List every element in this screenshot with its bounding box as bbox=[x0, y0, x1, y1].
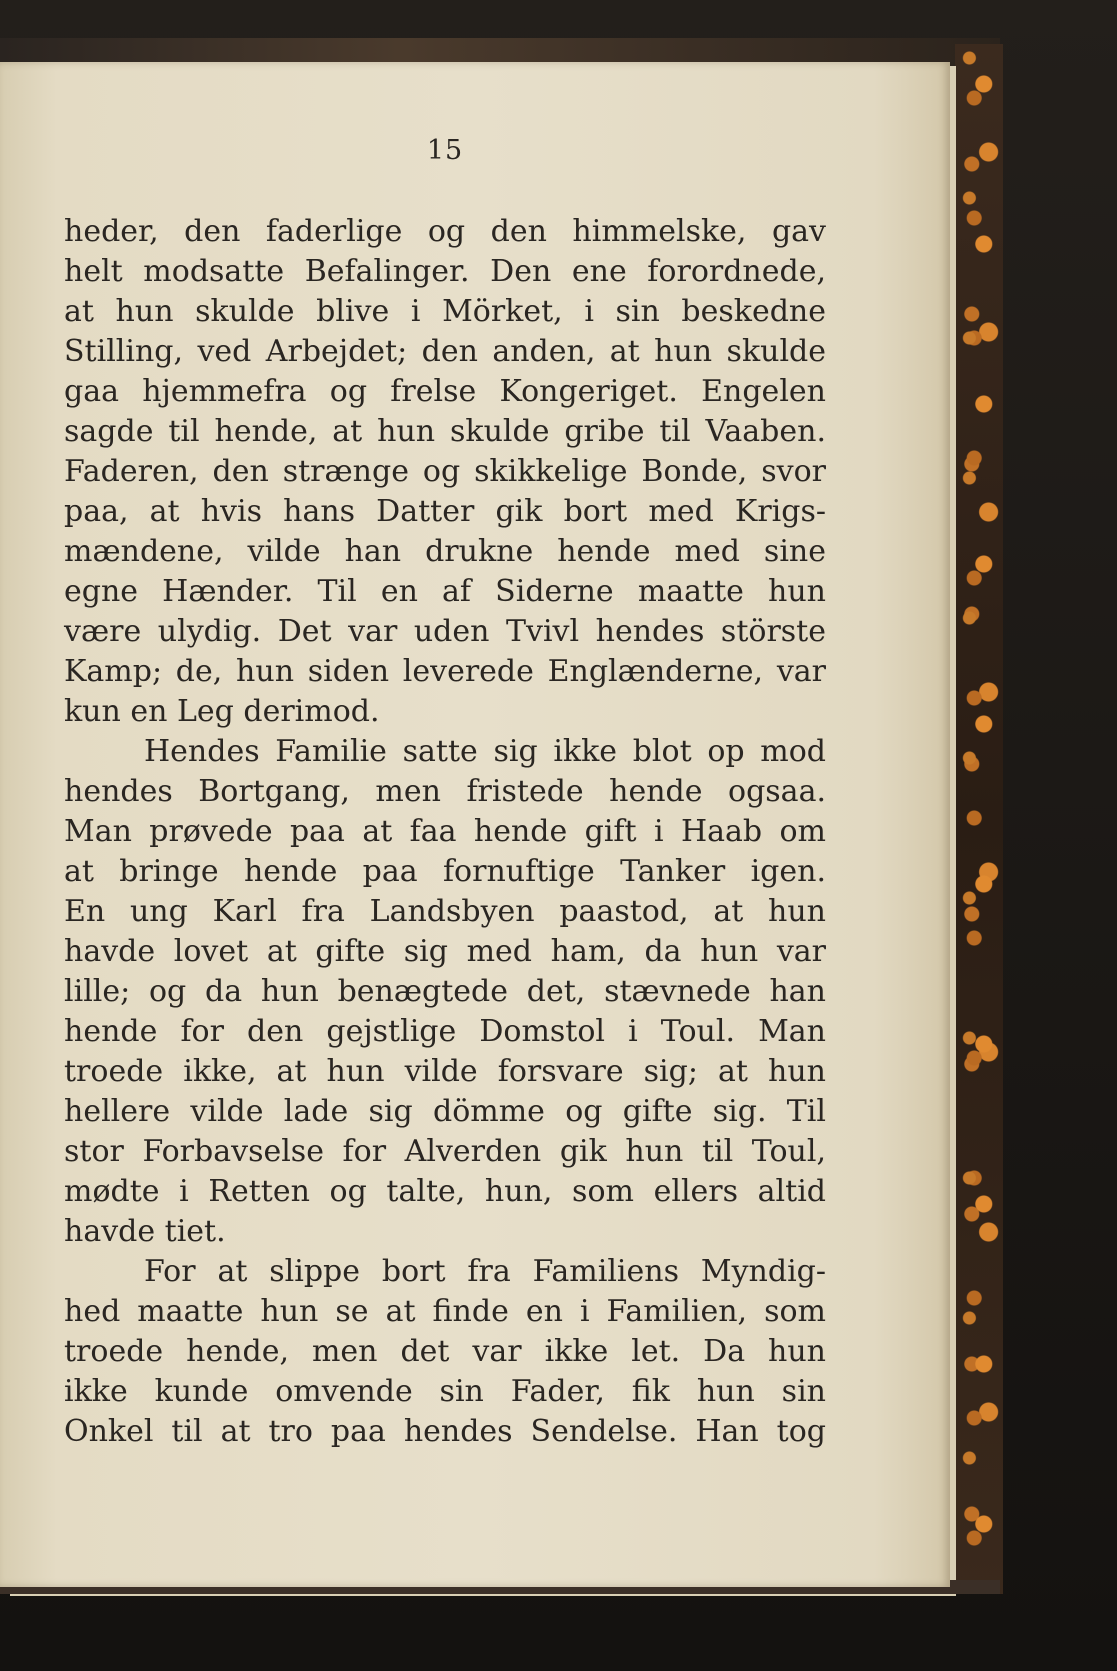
text-line: hendes Bortgang, men fristede hende ogsaa. bbox=[64, 774, 826, 809]
text-line: mødte i Retten og talte, hun, som ellers altid bbox=[64, 1174, 826, 1209]
text-line: troede hende, men det var ikke let. Da hun bbox=[64, 1334, 826, 1369]
text-line: hende for den gejstlige Domstol i Toul. Man bbox=[64, 1014, 826, 1049]
text-line: Stilling, ved Arbejdet; den anden, at hun skulde bbox=[64, 334, 826, 369]
text-line: hed maatte hun se at finde en i Familien, som bbox=[64, 1294, 826, 1329]
body-text bbox=[64, 212, 826, 1452]
text-line: egne Hænder. Til en af Siderne maatte hun bbox=[64, 574, 826, 609]
text-line: at bringe hende paa fornuftige Tanker igen. bbox=[64, 854, 826, 889]
text-line: Man prøvede paa at faa hende gift i Haab om bbox=[64, 814, 826, 849]
text-line: Faderen, den strænge og skikkelige Bonde, svor bbox=[64, 454, 826, 489]
text-line: være ulydig. Det var uden Tvivl hendes störste bbox=[64, 614, 826, 649]
text-line: helt modsatte Befalinger. Den ene forordnede, bbox=[64, 254, 826, 289]
text-line: For at slippe bort fra Familiens Myndig- bbox=[144, 1254, 826, 1289]
text-line: havde tiet. bbox=[64, 1214, 226, 1249]
text-line: heder, den faderlige og den himmelske, gav bbox=[64, 214, 826, 249]
text-line: En ung Karl fra Landsbyen paastod, at hun bbox=[64, 894, 826, 929]
text-line: kun en Leg derimod. bbox=[64, 694, 380, 729]
text-line: ikke kunde omvende sin Fader, fik hun sin bbox=[64, 1374, 826, 1409]
book-cover-marbled-edge bbox=[955, 44, 1003, 1594]
text-line: Onkel til at tro paa hendes Sendelse. Han tog bbox=[64, 1414, 826, 1449]
text-line: mændene, vilde han drukne hende med sine bbox=[64, 534, 826, 569]
text-line: lille; og da hun benægtede det, stævnede han bbox=[64, 974, 826, 1009]
text-line: at hun skulde blive i Mörket, i sin beskedne bbox=[64, 294, 826, 329]
text-line: Hendes Familie satte sig ikke blot op mod bbox=[144, 734, 826, 769]
text-line: stor Forbavselse for Alverden gik hun til Toul, bbox=[64, 1134, 826, 1169]
text-line: gaa hjemmefra og frelse Kongeriget. Engelen bbox=[64, 374, 826, 409]
text-line: hellere vilde lade sig dömme og gifte sig. Til bbox=[64, 1094, 826, 1129]
text-line: troede ikke, at hun vilde forsvare sig; at hun bbox=[64, 1054, 826, 1089]
text-line: sagde til hende, at hun skulde gribe til Vaaben. bbox=[64, 414, 826, 449]
text-line: paa, at hvis hans Datter gik bort med Krigs- bbox=[64, 494, 826, 529]
text-line: havde lovet at gifte sig med ham, da hun var bbox=[64, 934, 826, 969]
page-number: 15 bbox=[426, 135, 464, 166]
text-line: Kamp; de, hun siden leverede Englænderne, var bbox=[64, 654, 826, 689]
